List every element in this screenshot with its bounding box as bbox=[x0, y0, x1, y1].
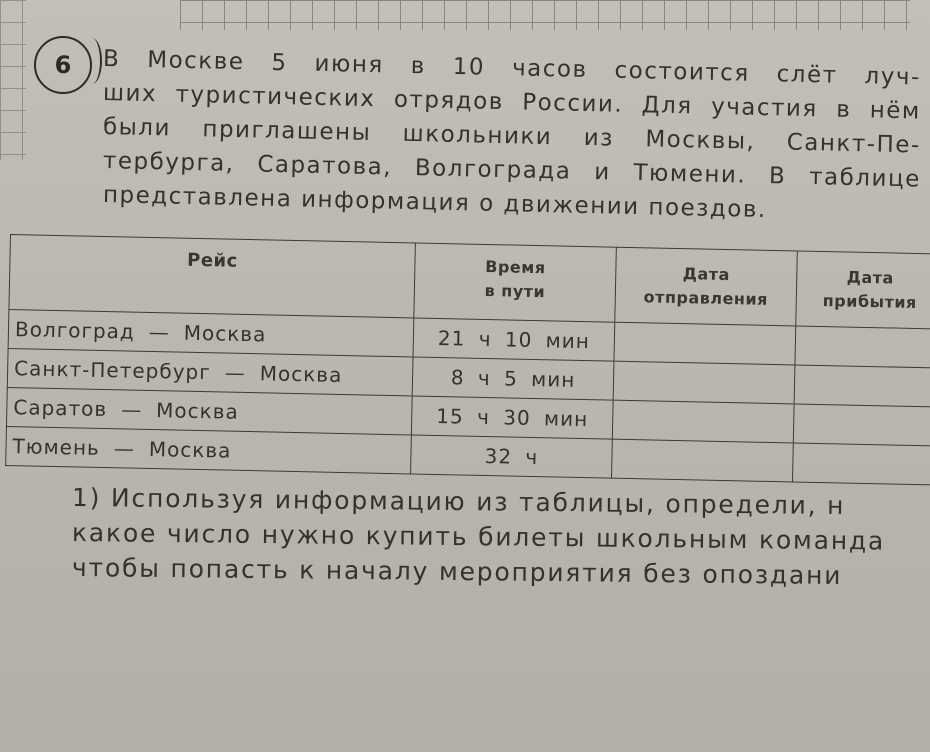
departure-date-cell[interactable] bbox=[612, 439, 794, 482]
question-line: чтобы попасть к началу мероприятия без опоздани bbox=[71, 553, 843, 591]
task-line: ших туристических отрядов России. Для участия в нём bbox=[102, 80, 922, 125]
route-to: Москва bbox=[155, 398, 240, 424]
departure-date-cell[interactable] bbox=[614, 322, 796, 365]
question-paragraph bbox=[71, 480, 930, 591]
question-line: 1) Используя информацию из таблицы, определи, н bbox=[71, 483, 846, 521]
arrival-date-cell[interactable] bbox=[795, 326, 930, 368]
travel-time-cell: 15 ч 30 мин bbox=[411, 396, 613, 439]
header-arr-line1: Дата bbox=[846, 267, 895, 288]
task-number: 6 bbox=[54, 51, 72, 79]
route-dash: — bbox=[120, 397, 143, 422]
arrival-date-cell[interactable] bbox=[792, 443, 930, 485]
question-line: какое число нужно купить билеты школьным команда bbox=[71, 518, 886, 556]
route-dash: — bbox=[224, 360, 247, 385]
travel-time-cell: 21 ч 10 мин bbox=[413, 318, 615, 361]
header-dep-line1: Дата bbox=[682, 264, 731, 285]
task-line: В Москве 5 июня в 10 часов состоится слёт луч- bbox=[102, 46, 922, 91]
graph-paper-grid bbox=[180, 0, 910, 30]
route-dash: — bbox=[113, 436, 136, 461]
route-to: Москва bbox=[183, 320, 267, 347]
task-line: были приглашены школьники из Москвы, Санкт-Пе- bbox=[102, 114, 922, 159]
task-line: представлена информация о движении поездов. bbox=[102, 182, 768, 224]
header-route bbox=[9, 235, 415, 318]
header-dep-line2: отправления bbox=[643, 287, 769, 309]
task-paragraph bbox=[102, 42, 923, 224]
task-line: тербурга, Саратова, Волгограда и Тюмени. В таблице bbox=[102, 148, 922, 193]
departure-date-cell[interactable] bbox=[613, 361, 795, 404]
route-to: Москва bbox=[259, 361, 343, 387]
route-from: Волгоград bbox=[14, 317, 136, 344]
route-cell bbox=[6, 426, 412, 473]
arrival-date-cell[interactable] bbox=[794, 365, 930, 407]
route-from: Санкт-Петербург bbox=[13, 356, 212, 385]
header-arrival-date bbox=[796, 251, 930, 329]
header-time-line2: в пути bbox=[484, 280, 546, 302]
travel-time-cell: 8 ч 5 мин bbox=[412, 357, 614, 400]
graph-paper-grid-left bbox=[0, 0, 26, 160]
header-travel-time bbox=[414, 243, 617, 322]
route-from: Тюмень bbox=[12, 434, 101, 460]
departure-date-cell[interactable] bbox=[612, 400, 794, 443]
route-to: Москва bbox=[148, 436, 232, 463]
route-dash: — bbox=[148, 319, 171, 345]
header-route-label: Рейс bbox=[186, 249, 239, 272]
travel-time-cell: 32 ч bbox=[411, 435, 613, 478]
header-departure-date bbox=[615, 247, 798, 326]
train-schedule-table bbox=[5, 234, 930, 486]
header-arr-line2: прибытия bbox=[822, 291, 918, 313]
header-time-line1: Время bbox=[485, 256, 546, 278]
task-badge-tail bbox=[82, 38, 102, 84]
route-from: Саратов bbox=[13, 395, 108, 422]
arrival-date-cell[interactable] bbox=[793, 404, 930, 446]
